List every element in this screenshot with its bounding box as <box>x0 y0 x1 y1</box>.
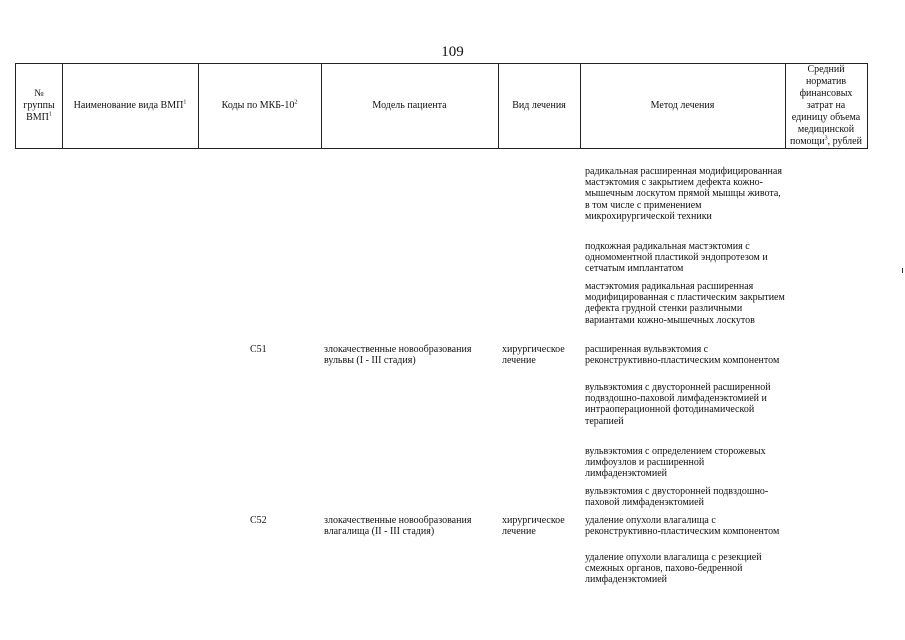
method-item: вульвэктомия с двусторонней подвздошно-паховой лимфаденэктомией <box>585 486 769 509</box>
patient-model: злокачественные новообразования вульвы (I - III стадия) <box>324 344 472 367</box>
method-item: вульвэктомия с двусторонней расширенной подвздошно-паховой лимфаденэктомией и интраоперационной фотодинамической терапией <box>585 382 771 427</box>
method-item: радикальная расширенная модифицированная мастэктомия с закрытием дефекта кожно-мышечным лоскутом прямой мышцы живота, в том числе с применением микрохирургической техники <box>585 166 782 222</box>
treatment-type: хирургическое лечение <box>502 344 565 367</box>
header-treatment-type: Вид лечения <box>512 99 566 111</box>
header-icd-codes: Коды по МКБ-$10^2$ <box>221 99 298 111</box>
header-vmp-name: Наименование вида ВМП$^1$ <box>73 99 187 111</box>
header-group-number: № группы ВМП$^1$ <box>23 87 55 123</box>
method-item: вульвэктомия с определением сторожевых лимфоузлов и расширенной лимфаденэктомией <box>585 446 766 480</box>
page-number: 109 <box>441 44 464 60</box>
header-treatment-method: Метод лечения <box>650 99 715 111</box>
method-item: мастэктомия радикальная расширенная модифицированная с пластическим закрытием дефекта грудной стенки различными вариантами кожно-мышечных лоскутов <box>585 281 785 326</box>
icd-code: C51 <box>250 344 267 355</box>
icd-code: C52 <box>250 515 267 526</box>
method-item: удаление опухоли влагалища с реконструктивно-пластическим компонентом <box>585 515 780 538</box>
header-patient-model: Модель пациента <box>372 99 447 111</box>
treatment-type: хирургическое лечение <box>502 515 565 538</box>
header-average-cost: Средний норматив финансовых затрат на единицу объема медицинской помощи$^3$, рублей <box>790 63 862 147</box>
header-bottom-rule <box>15 148 867 149</box>
method-item: расширенная вульвэктомия с реконструктивно-пластическим компонентом <box>585 344 780 367</box>
scan-mark <box>902 268 903 273</box>
patient-model: злокачественные новообразования влагалища (II - III стадия) <box>324 515 472 538</box>
method-item: удаление опухоли влагалища с резекцией смежных органов, пахово-бедренной лимфаденэктомией <box>585 552 762 586</box>
column-divider <box>867 63 868 149</box>
method-item: подкожная радикальная мастэктомия с одномоментной пластикой эндопротезом и сетчатым имплантатом <box>585 241 768 275</box>
column-divider <box>15 63 16 149</box>
